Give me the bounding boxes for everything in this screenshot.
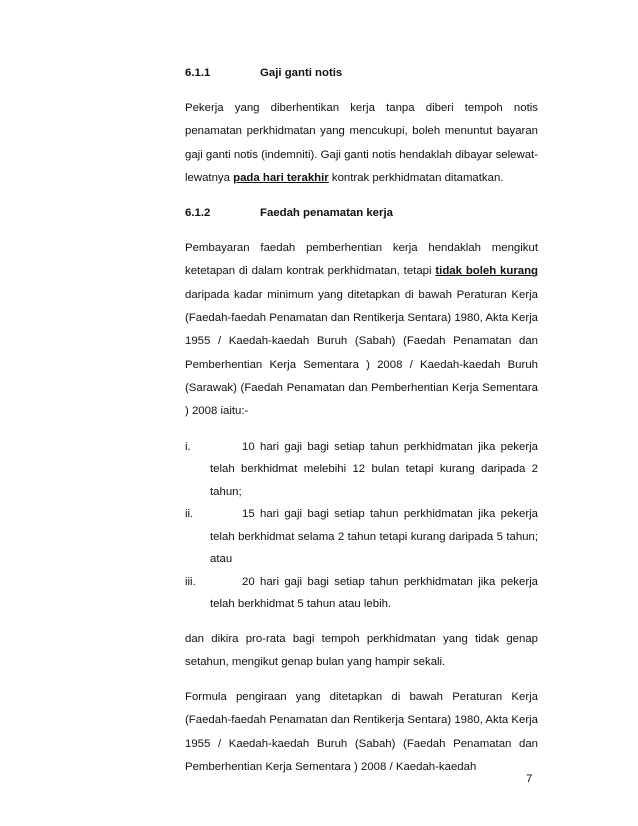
paragraph-pro-rata: dan dikira pro-rata bagi tempoh perkhidmatan yang tidak genap setahun, mengikut genap bulan yang hampir sekali. — [185, 632, 538, 668]
section-number: 6.1.2 — [185, 207, 211, 220]
section-heading-6-1-1 — [185, 62, 538, 85]
list-marker: ii. — [185, 508, 194, 521]
list-item-text: 15 hari gaji bagi setiap tahun perkhidmatan jika pekerja telah berkhidmat selama 2 tahun tetapi kurang daripada 5 tahun; atau — [210, 508, 538, 566]
list-item-text: 20 hari gaji bagi setiap tahun perkhidmatan jika pekerja telah berkhidmat 5 tahun atau lebih. — [210, 575, 538, 611]
section-heading-6-1-2 — [185, 202, 538, 225]
page-content — [185, 62, 538, 779]
section-title: Gaji ganti notis — [260, 67, 343, 79]
section-number: 6.1.1 — [185, 67, 211, 79]
paragraph-text: Pekerja yang diberhentikan kerja tanpa diberi tempoh notis penamatan perkhidmatan yang mencukupi, boleh menuntut bayaran gaji ganti notis (indemniti). Gaji ganti notis hendaklah dibayar selewat-lewatnya — [185, 102, 538, 184]
list-item-text: 10 hari gaji bagi setiap tahun perkhidmatan jika pekerja telah berkhidmat melebihi 12 bulan tetapi kurang daripada 2 tahun; — [210, 440, 538, 498]
list-item — [185, 436, 538, 504]
list-marker: iii. — [185, 575, 196, 588]
list-marker: i. — [185, 440, 191, 453]
list-item — [185, 503, 538, 571]
paragraph-gaji-ganti-notis — [185, 97, 538, 190]
paragraph-formula: Formula pengiraan yang ditetapkan di bawah Peraturan Kerja (Faedah-faedah Penamatan dan Rentikerja Sentara) 1980, Akta Kerja 1955 / Kaedah-kaedah Buruh (Sabah) (Faedah Penamatan dan Pemberhentian Kerja Sementara ) 2008 / Kaedah-kaedah — [185, 691, 538, 774]
rate-list — [185, 436, 538, 616]
emphasis-text: tidak boleh kurang — [435, 265, 539, 278]
list-item — [185, 571, 538, 616]
page-number: 7 — [526, 773, 533, 785]
paragraph-faedah-penamatan — [185, 237, 538, 423]
paragraph-text: kontrak perkhidmatan ditamatkan. — [328, 171, 504, 184]
section-title: Faedah penamatan kerja — [260, 207, 393, 220]
paragraph-text: daripada kadar minimum yang ditetapkan di bawah Peraturan Kerja (Faedah-faedah Penamatan dan Rentikerja Sentara) 1980, Akta Kerja 1955 / Kaedah-kaedah Buruh (Sabah) (Faedah Penamatan dan Pemberhentian Kerja Sementara ) 2008 / Kaedah-kaedah Buruh (Sarawak) (Faedah Penamatan dan Pemberhentian Kerja Sementara ) 2008 iaitu:- — [185, 288, 538, 418]
paragraph-text: Pembayaran faedah pemberhentian kerja hendaklah mengikut ketetapan di dalam kontrak perkhidmatan, tetapi — [185, 242, 538, 278]
emphasis-text: pada hari terakhir — [233, 171, 329, 184]
